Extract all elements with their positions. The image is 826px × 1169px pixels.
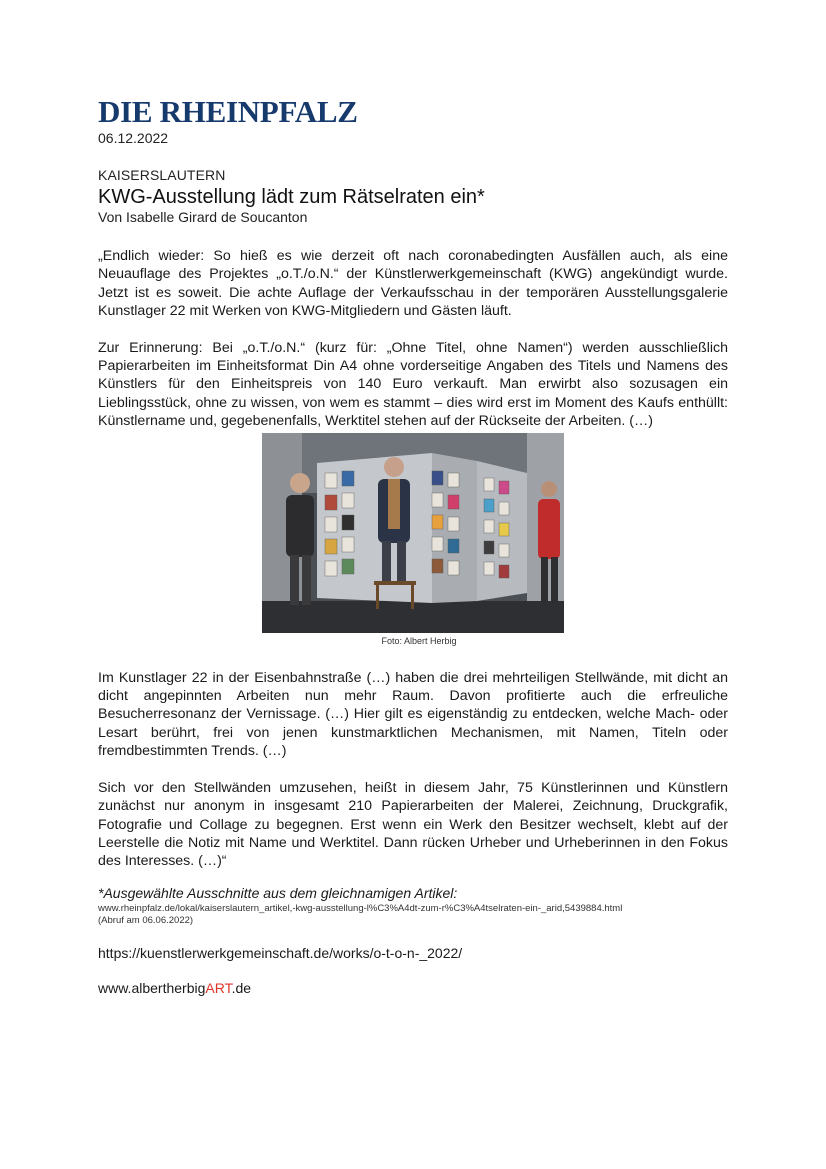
article-paragraph: „Endlich wieder: So hieß es wie derzeit oft nach coronabedingten Ausfällen auch, als eine Neuauflage des Projektes „o.T./o.N.“ der Künstlerwerkgemeinschaft (KWG) angekündigt wurde. Jetzt ist es soweit. Die achte Auflage der Verkaufsschau in der temporären Ausstellungsgalerie Kunstlager 22 mit Werken von KWG-Mitgliedern und Gästen läuft. [98,248,728,320]
kwg-link[interactable]: https://kuenstlerwerkgemeinschaft.de/works/o-t-o-n-_2022/ [98,944,463,961]
article-paragraph: Sich vor den Stellwänden umzusehen, heißt in diesem Jahr, 75 Künstlerinnen und Künstlern zunächst nur anonym in insgesamt 210 Papierarbeiten der Malerei, Zeichnung, Druckgrafik, Fotografie und Collage zu begegnen. Erst wenn ein Werk den Besitzer wechselt, klebt auf der Leerstelle die Notiz mit Name und Werktitel. Dann rücken Urheber und Urheberinnen in den Fokus des Interesses. (…)“ [98,779,728,870]
article-headline: KWG-Ausstellung lädt zum Rätselraten ein* [98,186,485,208]
retrieval-date: (Abruf am 06.06.2022) [98,914,194,926]
artist-link-suffix: .de [231,979,252,996]
article-figure [98,433,728,647]
source-url[interactable]: www.rheinpfalz.de/lokal/kaiserslautern_artikel,-kwg-ausstellung-l%C3%A4dt-zum-r%C3%A4tselraten-ein-_arid,5439884.html [98,902,623,914]
photo-caption: Foto: Albert Herbig [381,635,457,646]
article-paragraph: Im Kunstlager 22 in der Eisenbahnstraße (…) haben die drei mehrteiligen Stellwände, mit dicht an dicht angepinnten Arbeiten nun mehr Raum. Davon profitierte auch die erfreuliche Besucherresonanz der Vernissage. (…) Hier gilt es eigenständig zu entdecken, welche Mach- oder Lesart berührt, frei von jenen kunstmarktlichen Mechanismen, mit Namen, Titeln oder fremdbestimmten Trends. (…) [98,669,728,760]
section-label: KAISERSLAUTERN [98,167,226,183]
footnote-title: *Ausgewählte Ausschnitte aus dem gleichnamigen Artikel: [98,884,458,901]
article-byline: Von Isabelle Girard de Soucanton [98,209,308,225]
document-page [98,96,728,997]
newspaper-masthead: DIE RHEINPFALZ [98,94,358,129]
exhibition-photo [262,433,564,633]
publication-date: 06.12.2022 [98,130,169,146]
artist-link-prefix: www.albertherbig [98,979,206,996]
article-paragraph: Zur Erinnerung: Bei „o.T./o.N.“ (kurz für: „Ohne Titel, ohne Namen“) werden ausschließlich Papierarbeiten im Einheitsformat Din A4 ohne vorderseitige Angaben des Titels und Namens des Künstlers für den Einheitspreis von 140 Euro verkauft. Man erwirbt also sozusagen ein Lieblingsstück, ohne zu wissen, von wem es stammt – dies wird erst im Moment des Kaufs enthüllt: Künstlername und, gegebenenfalls, Werktitel stehen auf der Rückseite der Arbeiten. (…) [98,339,728,430]
artist-link-accent: ART [205,979,232,996]
artist-website-link[interactable] [98,980,728,997]
